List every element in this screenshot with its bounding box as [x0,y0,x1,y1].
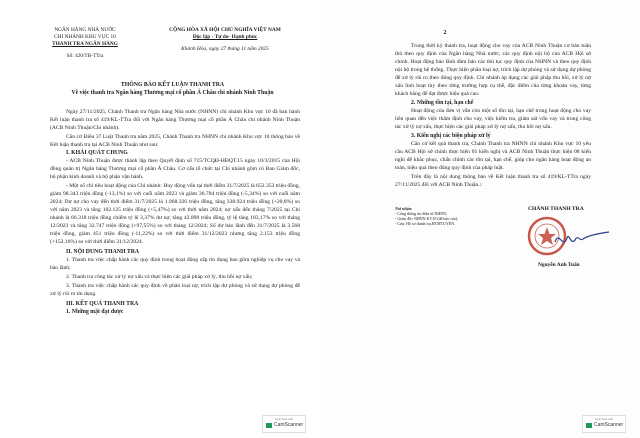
section-heading: II. NỘI DUNG THANH TRA [66,249,140,255]
camscanner-badge [262,415,306,433]
paragraph: Trong thời kỳ thanh tra, hoạt động cho vay của ACB Ninh Thuận cơ bản tuân thủ theo quy định của Ngân hàng Nhà nước, các quy định nội bộ của ACB Hội sở chính. Hoạt động bảo lãnh đảm bảo các thủ tục quy định của NHNN và theo quy định nội bộ trong hệ thống. Thực hiện phân loại nợ, trích lập dự phòng và sử dụng dự phòng để xử lý rủi ro theo đúng quy định. Chi nhánh áp dụng các giải pháp thu hồi, xử lý nợ xấu linh hoạt tùy theo từng trường hợp cụ thể, đặc điểm của từng khoản vay, từng khách hàng để đạt được hiệu quả cao. [395,43,591,97]
issuing-org [40,27,130,60]
document-title: THÔNG BÁO KẾT LUẬN THANH TRA [120,82,225,88]
section-heading: 2. Những tồn tại, hạn chế [411,100,474,106]
subsection-heading: 1. Những mặt đạt được [66,309,124,315]
recipients-label: Nơi nhận: [395,206,413,211]
paragraph: Trên đây là nội dung thông báo về Kết luận thanh tra số 419/KL-TTra ngày 27/11/2025 đối với ACB Ninh Thuận./. [395,174,591,188]
seal-and-signature [525,212,615,262]
document-page-2 [320,0,640,438]
signer-name: Nguyễn Anh Tuấn [538,262,580,268]
paragraph: - Một số chỉ tiêu hoạt động của Chi nhánh: Huy động vốn tại thời điểm 31/7/2025 là 652.353 triệu đồng, giảm 98.343 triệu đồng (-13,1%) so với cuối năm 2023 và giảm 36.784 triệu đồng (-5,34%) so với cuối năm 2024; Dư nợ cho vay đến thời điểm 31/7/2025 là 1.968.326 triệu đồng, tăng 338.924 triệu đồng (+20,8%) so với năm 2023 và tăng 102.125 triệu đồng (+5,47%) so với thời năm 2024; nợ xấu đến tháng 7/2025 tại Chi nhánh là 66.318 triệu đồng chiếm tỷ lệ 3,37% dư nợ, tăng 42.898 triệu đồng, tỷ lệ tăng 183,17% so với tháng 12/2023 và tăng 32.747 triệu đồng (+97,55%) so với tháng 12/2024; Số dư bảo lãnh đến 31/7/2025 là 3.568 triệu đồng, giảm 451 triệu đồng (-11,22%) so với thời điểm 31/12/2023 nhưng tăng 2.153 triệu đồng (+152,16%) so với thời điểm 31/12/2024. [50,183,300,245]
paragraph: - ACB Ninh Thuận được thành lập theo Quyết định số 715/TCQĐ-HĐQT.15 ngày 10/3/2015 của Hội đồng quản trị Ngân hàng Thương mại cổ phần Á Châu. Cơ cấu tổ chức tại Chi nhánh gồm có Ban Giám đốc, bộ phận kinh doanh và bộ phận vận hành. [50,158,300,180]
section-heading: I. KHÁI QUÁT CHUNG [66,150,128,156]
scanner-label: Scanned with [274,417,293,421]
document-subtitle: Về việc thanh tra Ngân hàng Thương mại cổ phần Á Châu chi nhánh Ninh Thuận [71,90,274,96]
org-line: CHI NHÁNH KHU VỰC 10 [54,34,116,40]
recipient: - Lưu: Hồ sơ thanh tra,HTMTUYEN. [395,221,456,226]
org-line: NGÂN HÀNG NHÀ NƯỚC [54,27,116,33]
national-header [145,27,305,53]
signer-title: CHÁNH THANH TRA [528,206,584,212]
body-page-2 [395,42,591,189]
recipient: - Cổng thông tin điện tử NHNN; [395,211,448,216]
camscanner-logo-icon [586,423,592,428]
star-icon [538,227,556,245]
recipient: - Giám đốc NHNN KV10 (để báo cáo); [395,216,459,221]
list-item: 1. Thanh tra việc chấp hành các quy định trong hoạt động cấp tín dụng bao gồm nghiệp vụ cho vay và bảo lãnh; [50,257,300,271]
signature [555,232,609,242]
document-number: Số: 420/TB-TTra [66,53,104,59]
recipients [395,206,505,226]
title-block [45,81,300,97]
paragraph: Ngày 27/11/2025, Chánh Thanh tra Ngân hàng Nhà nước (NHNN) chi nhánh Khu vực 10 đã ban hành Kết luận thanh tra số 419/KL-TTra đối với Ngân hàng Thương mại cổ phần Á Châu chi nhánh Ninh Thuận (ACB Ninh Thuận/Chi nhánh). [50,109,300,131]
org-line: THANH TRA NGÂN HÀNG [52,41,118,47]
nation-title: CỘNG HÒA XÃ HỘI CHỦ NGHĨA VIỆT NAM [169,27,281,33]
scanner-brand: CamScanner [274,422,304,428]
section-heading: III. KẾT QUẢ THANH TRA [66,301,139,307]
paragraph: Hoạt động của đơn vị vẫn còn một số tồn tại, hạn chế trong hoạt động cho vay liên quan đến việc thẩm định cho vay, việc kiểm tra, giám sát vốn vay và trong công tác xử lý nợ xấu, thực hiện các giải pháp xử lý nợ xấu, thu hồi nợ xấu. [395,108,591,130]
paragraph: Căn cứ Điều 37 Luật Thanh tra năm 2025, Chánh Thanh tra NHNN chi nhánh Khu vực 10 thông báo về Kết luận thanh tra tại ACB Ninh Thuận như sau: [50,134,300,148]
date-place: Khánh Hòa, ngày 27 tháng 11 năm 2025 [181,46,269,52]
scanner-brand: CamScanner [594,422,624,428]
list-item: 2. Thanh tra công tác xử lý nợ xấu và thực hiện các giải pháp xử lý, thu hồi nợ xấu; [66,274,253,280]
paragraph: Căn cứ kết quả thanh tra, Chánh Thanh tra NHNN chi nhánh Khu vực 10 yêu cầu ACB Hội sở chính thực hiện 01 kiến nghị và ACB Ninh Thuận thực hiện 08 kiến nghị để khắc phục, chấn chỉnh các tồn tại, hạn chế, giúp cho ngân hàng hoạt động an toàn, hiệu quả theo đúng quy định của pháp luật. [395,141,591,171]
body-page-1 [50,108,300,316]
camscanner-badge [582,415,626,433]
list-item: 3. Thanh tra việc chấp hành các quy định về phân loại nợ, trích lập dự phòng và sử dụng dự phòng để xử lý rủi ro tín dụng. [50,283,300,297]
page-number: 2 [443,30,447,36]
scanner-label: Scanned with [594,417,613,421]
motto: Độc lập - Tự do- Hạnh phúc [192,34,258,40]
camscanner-logo-icon [266,423,272,428]
section-heading: 3. Kiến nghị các biện pháp xử lý [411,133,491,139]
